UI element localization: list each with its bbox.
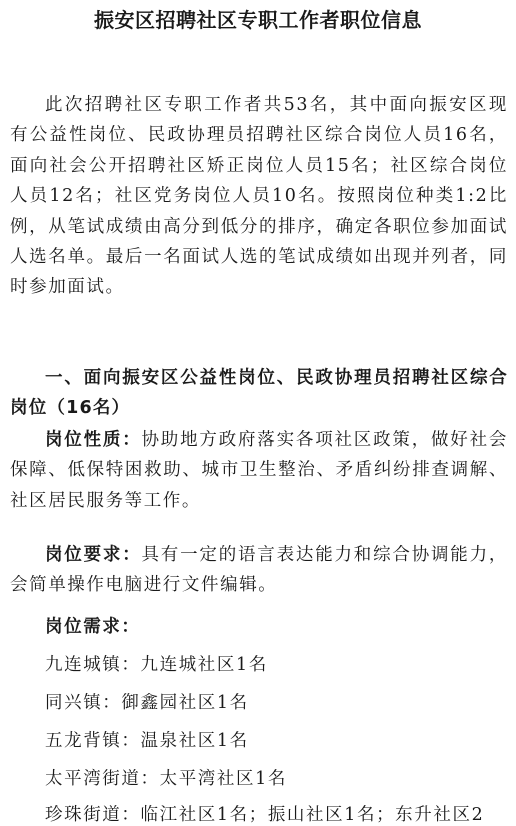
requirement-text: 具有一定的语言表达能力和综合协调能力，会简单操作电脑进行文件编辑。 <box>10 545 508 596</box>
nature-paragraph <box>10 425 508 516</box>
demand-line: 五龙背镇：温泉社区1名 <box>45 731 249 751</box>
demand-line: 九连城镇：九连城社区1名 <box>45 655 268 675</box>
intro-paragraph: 此次招聘社区专职工作者共53名，其中面向振安区现有公益性岗位、民政协理员招聘社区综合岗位人员16名，面向社会公开招聘社区矫正岗位人员15名；社区综合岗位人员12名；社区党务岗位人员10名。按照岗位种类1:2比例，从笔试成绩由高分到低分的排序，确定各职位参加面试人选名单。最后一名面试人选的笔试成绩如出现并列者，同时参加面试。 <box>10 95 508 298</box>
document-title: 振安区招聘社区专职工作者职位信息 <box>94 8 422 32</box>
demand-label: 岗位需求： <box>45 617 141 637</box>
requirement-paragraph <box>10 540 508 601</box>
demand-line: 珍珠街道：临江社区1名；振山社区1名；东升社区2 <box>45 805 485 825</box>
nature-text: 协助地方政府落实各项社区政策，做好社会保障、低保特困救助、城市卫生整治、矛盾纠纷排查调解、社区居民服务等工作。 <box>10 430 508 511</box>
requirement-label: 岗位要求： <box>45 545 142 565</box>
demand-line: 同兴镇：御鑫园社区1名 <box>45 693 249 713</box>
demand-line: 太平湾街道：太平湾社区1名 <box>45 769 287 789</box>
nature-label: 岗位性质： <box>45 430 142 450</box>
section-heading: 一、面向振安区公益性岗位、民政协理员招聘社区综合岗位（16名） <box>10 368 508 419</box>
